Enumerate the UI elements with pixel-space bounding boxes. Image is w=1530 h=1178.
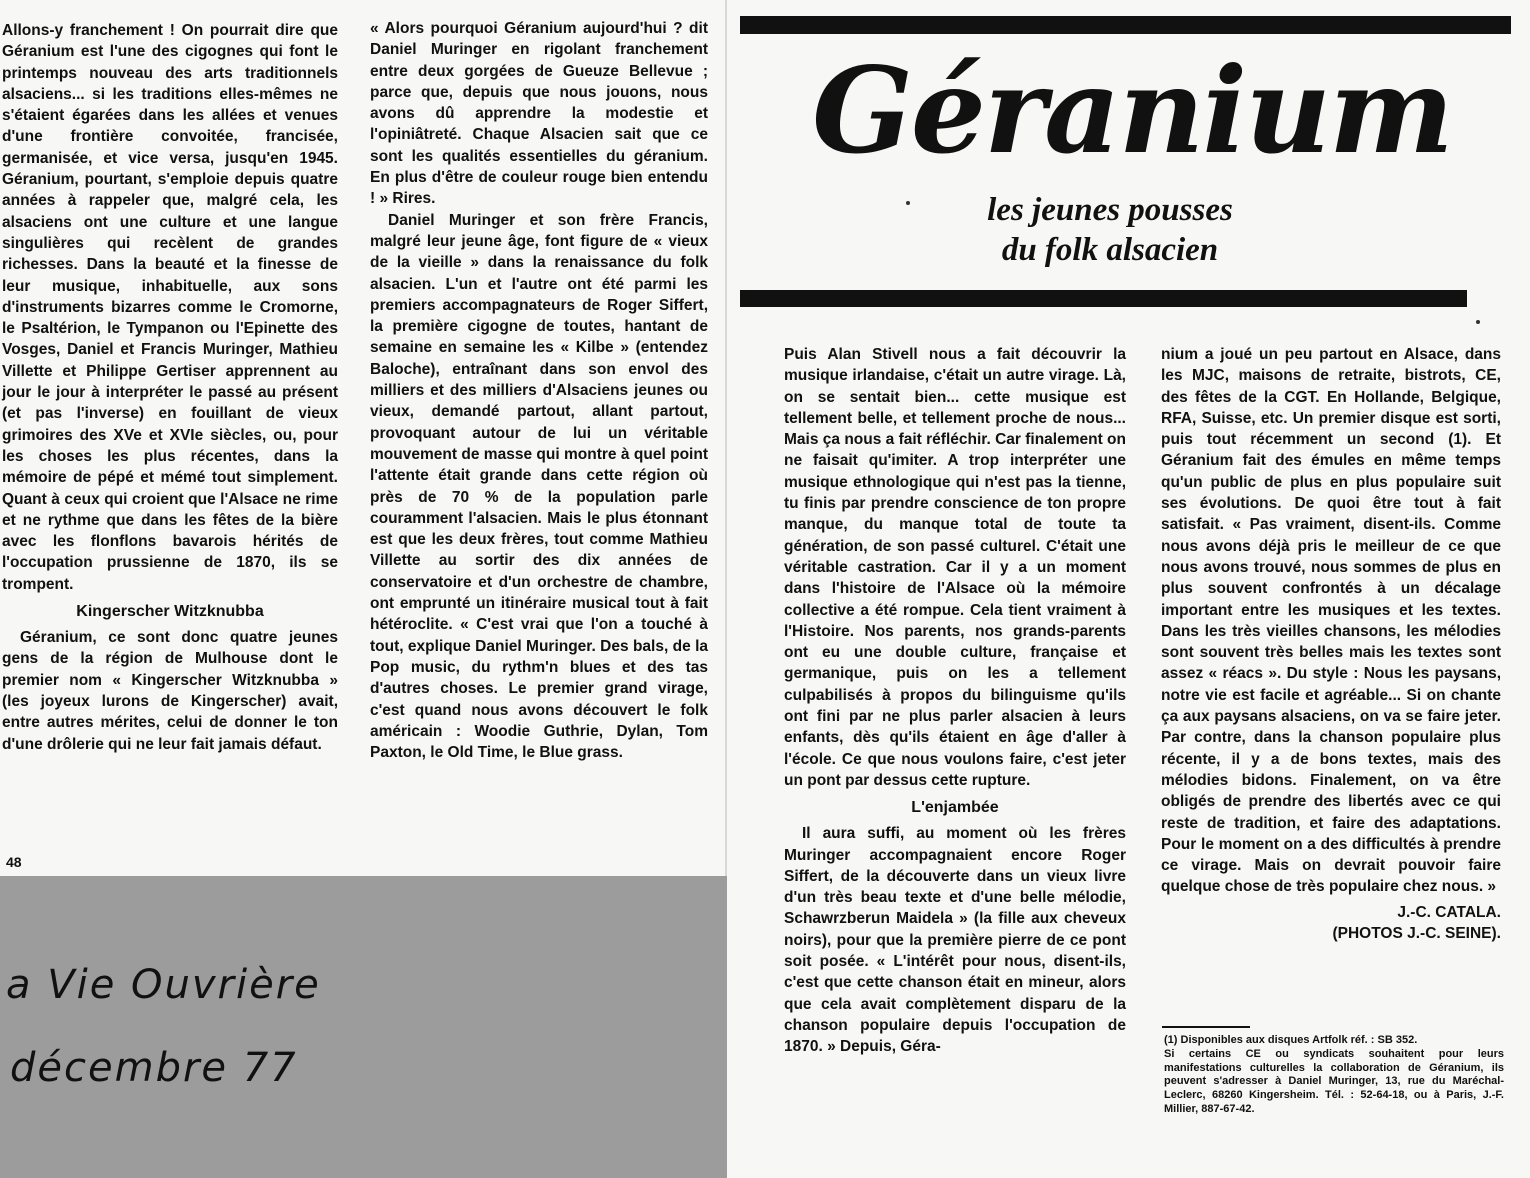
article-column-2 [370,18,708,763]
paragraph: nium a joué un peu partout en Alsace, dans les MJC, maisons de retraite, bistrots, CE, des fêtes de la CGT. En Hollande, Belgique, RFA, Suisse, etc. Un premier disque est sorti, puis tout récemment un second (1). Et Géranium fait des émules en même temps qu'un public de plus en plus populaire suit ses évolutions. De quoi être tout à fait satisfait. « Pas vraiment, disent-ils. Comme nous avons déjà pris le meilleur de ce que nous avons trouvé, nous sommes de plus en plus souvent confrontés à un décalage important entre les musiques et les textes. Dans les très vieilles chansons, les mélodies sont souvent très belles mais les textes sont assez « réacs ». Du style : Nous les paysans, notre vie est facile et agréable... Si on chante ça aux paysans alsaciens, on va se faire jeter. Par contre, dans la chanson populaire plus récente, il y a de bons textes, mais des mélodies bidons. Finalement, on va être obligés de prendre des libertés avec ce qui reste de tradition, et faire des adaptations. Pour le moment on a des difficultés à prendre ce virage. Mais on devrait pouvoir faire quelque chose de très populaire chez nous. » [1161,346,1501,896]
footnote-rule [1162,1026,1250,1028]
article-column-4 [1161,344,1501,944]
subtitle-line: du folk alsacien [1001,232,1219,268]
paragraph: Il aura suffi, au moment où les frères Muringer accompagnaient encore Roger Siffert, de la découverte dans un vieux livre d'un très beau texte et d'une belle mélodie, Schawrzberun Maidela » (la fille aux cheveux noirs), pour que la première pierre de ce pont soit posée. « L'intérêt pour nous, disent-ils, c'est que cette chanson était en mineur, alors que cela avait complètement disparu de la chanson populaire depuis l'occupation de 1870. » Depuis, Géra- [784,825,1126,1056]
byline-photos: (PHOTOS J.-C. SEINE). [1332,924,1501,942]
handwritten-date: décembre 77 [10,1045,298,1091]
handwritten-source: a Vie Ouvrière [6,962,321,1008]
paragraph: Géranium, ce sont donc quatre jeunes gens de la région de Mulhouse dont le premier nom « Kingerscher Witzknubba » (les joyeux lurons de Kingerscher) avait, entre autres mérites, celui de donner le ton d'une drôlerie qui ne leur fait jamais défaut. [2,629,338,753]
subheading: L'enjambée [911,799,999,817]
paragraph: « Alors pourquoi Géranium aujourd'hui ? dit Daniel Muringer en rigolant franchement entre deux gorgées de Gueuze Bellevue ; parce que, depuis que nous jouons, nous avons dû apprendre la modestie et l'opiniâtreté. Chaque Alsacien sait que ce sont les qualités essentielles du géranium. En plus d'être de couleur rouge bien entendu ! » Rires. [370,20,708,208]
grey-backing-card [0,876,727,1178]
masthead-top-rule [740,16,1511,34]
print-speck [906,201,910,205]
masthead-subtitle [900,190,1320,270]
article-column-3 [784,344,1126,1058]
masthead-title: Géranium [812,41,1452,180]
article-column-1 [2,20,338,755]
print-speck [1476,320,1480,324]
footnote [1164,1034,1504,1117]
paragraph: Allons-y franchement ! On pourrait dire que Géranium est l'une des cigognes qui font le printemps nouveau des arts traditionnels alsaciens... si les traditions elles-mêmes ne s'étaient égarées dans les allées et venues d'une frontière convoitée, francisée, germanisée, et vice versa, jusqu'en 1945. Géranium, pourtant, s'emploie depuis quatre années à rappeler que, malgré cela, les alsaciens ont une culture et une langue singulières qui recèlent de grandes richesses. Dans la beauté et la finesse de leur musique, inhabituelle, aux sons d'instruments bizarres comme le Cromorne, le Psaltérion, le Tympanon ou l'Epinette des Vosges, Daniel et Francis Muringer, Mathieu Villette et Philippe Gertiser apprennent au jour le jour à interpréter le passé au présent (et pas l'inverse) en fouillant de vieux grimoires des XVe et XVIe siècles, ou, pour les choses les plus récentes, dans la mémoire de pépé et mémé tout simplement. Quant à ceux qui croient que l'Alsace ne rime et ne rythme que dans les fêtes de la bière avec les flonflons bavarois hérités de l'occupation prussienne de 1870, ils se trompent. [2,22,338,593]
byline-author: J.-C. CATALA. [1397,903,1501,921]
masthead-bottom-rule [740,290,1467,307]
subtitle-line: les jeunes pousses [987,192,1233,228]
footnote-text: Si certains CE ou syndicats souhaitent pour leurs manifestations culturelles la collaboration de Géranium, ils peuvent s'adresser à Daniel Muringer, 13, rue du Maréchal-Leclerc, 68260 Kingersheim. Tél. : 52-64-18, ou à Paris, J.-F. Millier, 887-67-42. [1164,1047,1504,1115]
footnote-text: (1) Disponibles aux disques Artfolk réf. : SB 352. [1164,1034,1418,1046]
page-number: 48 [6,854,22,870]
paragraph: Puis Alan Stivell nous a fait découvrir la musique irlandaise, c'était un autre virage. Là, on se sentait bien... cette musique est tellement belle, et tellement proche de nous... Mais ça nous a fait réfléchir. Car finalement on ne faisait qu'imiter. A trop interpréter une musique ethnologique qui n'est pas la tienne, tu finis par prendre conscience de ton propre manque, du manque total de toute ta génération, de son passé culturel. C'était une véritable castration. Car il y a un moment dans l'histoire de l'Alsace où la mémoire collective a été rompue. Cela tient vraiment à l'Histoire. Nos parents, nos grands-parents ont eu une double culture, française et germanique, puis on les a tellement culpabilisés à propos du bilinguisme qu'ils ont fini par ne plus parler alsacien à leurs enfants, dès qu'ils étaient en âge d'aller à l'école. Ce que nous voulons faire, c'est jeter un pont par dessus cette rupture. [784,346,1126,789]
subheading: Kingerscher Witzknubba [76,603,264,621]
paragraph: Daniel Muringer et son frère Francis, malgré leur jeune âge, font figure de « vieux de la vieille » dans la renaissance du folk alsacien. L'un et l'autre ont été parmi les premiers accompagnateurs de Roger Siffert, la première cigogne de toutes, hantant de semaine en semaine les « Kilbe » (entendez Baloche), entraînant dans son envol des milliers et des milliers d'Alsaciens jeunes ou vieux, demandé partout, allant partout, provoquant autour de lui un véritable mouvement de masse qui montre à quel point l'attente était grande dans cette région où près de 70 % de la population parle couramment l'alsacien. Mais le plus étonnant est que les deux frères, tout comme Mathieu Villette au sortir des dix années de conservatoire et d'un orchestre de chambre, ont emprunté un itinéraire musical tout à fait hétéroclite. « C'est vrai que l'on a touché à tout, explique Daniel Muringer. Des bals, de la Pop music, du rythm'n blues et des tas d'autres choses. Le premier grand virage, c'est quand nous avons découvert le folk américain : Woodie Guthrie, Dylan, Tom Paxton, le Old Time, le Blue grass. [370,211,708,762]
